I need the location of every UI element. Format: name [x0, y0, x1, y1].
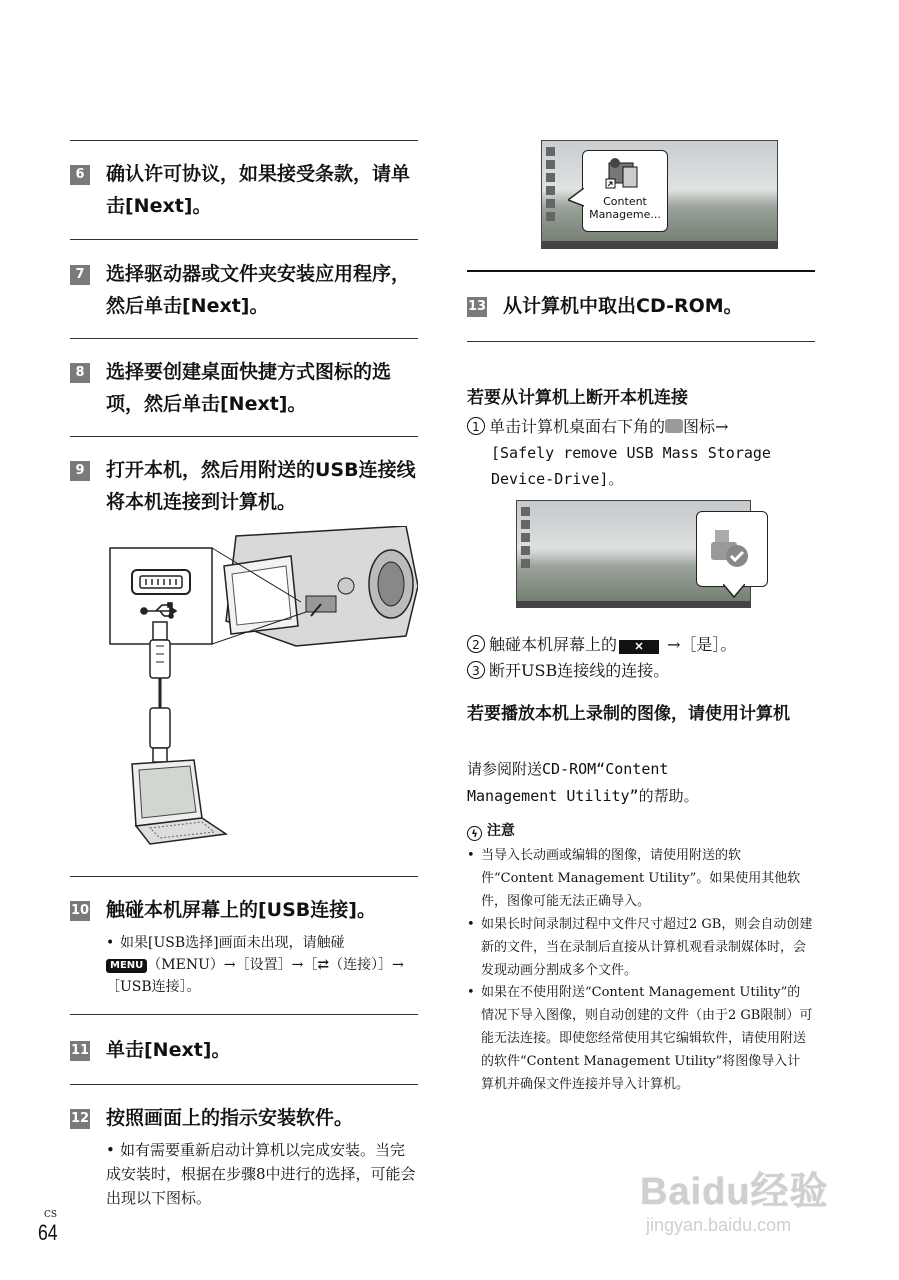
note-item: • 如果在不使用附送“Content Management Utility”的情况下导入图像，则自动创建的文件（由于2 GB限制）可能无法连接。即使您经常使用其它编辑软件，请使用附送的软件“Content Management Utility”将图像导入计算机并确保文件连接并导入计算机。: [467, 982, 813, 1097]
note-text: （连接）］→［USB连接］。: [106, 957, 404, 995]
step-number: 13: [467, 297, 487, 317]
item-text: 单击计算机桌面右下角的: [489, 417, 666, 436]
step-number: 12: [70, 1109, 90, 1129]
step-number: 7: [70, 265, 90, 285]
language-code: CS: [44, 1210, 58, 1220]
item-text: [Safely remove USB Mass Storage Device-Drive]。: [491, 444, 771, 488]
desktop-icons: [521, 505, 535, 595]
notes-list: [467, 845, 813, 1097]
item-text: →［是］。: [667, 635, 737, 654]
step-text: 从计算机中取出CD-ROM。: [503, 295, 743, 317]
divider: [70, 1084, 418, 1085]
note-text: 如有需要重新启动计算机以完成安装。当完成安装时，根据在步骤8中进行的选择，可能会出现以下图标。: [106, 1141, 416, 1207]
close-icon: ✕: [619, 640, 659, 654]
disconnect-item-2: [467, 632, 812, 658]
divider: [70, 436, 418, 437]
divider: [70, 140, 418, 141]
step-9: [70, 454, 420, 518]
baidu-watermark: [640, 1160, 860, 1236]
watermark-brand: Baidu经验: [640, 1171, 829, 1213]
step-text: 选择要创建桌面快捷方式图标的选项，然后单击[Next]。: [106, 361, 392, 415]
usb-cable: [150, 622, 170, 762]
step-number: 9: [70, 461, 90, 481]
disconnect-heading: 若要从计算机上断开本机连接: [467, 388, 688, 408]
camcorder-illustration: [222, 526, 418, 646]
safely-remove-hardware-icon: [665, 419, 683, 433]
disconnect-item-1: [467, 414, 812, 492]
note-text: 如果长时间录制过程中文件尺寸超过2 GB，则会自动创建新的文件，当在录制后直接从计算机观看录制媒体时，会发现动画分割成多个文件。: [481, 916, 813, 978]
watermark-url: jingyan.baidu.com: [646, 1215, 792, 1235]
tray-icon-callout: [696, 511, 768, 587]
circled-number: 2: [467, 635, 485, 653]
note-item: • 如果长时间录制过程中文件尺寸超过2 GB，则会自动创建新的文件，当在录制后直接从计算机观看录制媒体时，会发现动画分割成多个文件。: [467, 914, 813, 983]
step-8: [70, 356, 420, 420]
note-text: 如果在不使用附送“Content Management Utility”的情况下导入图像，则自动创建的文件（由于2 GB限制）可能无法连接。即使您经常使用其它编辑软件，请使用附送的软件“Content Management Utility”将图像导入计算机并确保文件连接并导入计算机。: [481, 985, 813, 1093]
note-item: • 当导入长动画或编辑的图像，请使用附送的软件“Content Management Utility”。如果使用其他软件，图像可能无法正确导入。: [467, 845, 813, 914]
divider: [70, 338, 418, 339]
laptop-illustration: [132, 760, 226, 844]
step-text: 确认许可协议，如果接受条款，请单击[Next]。: [106, 163, 411, 217]
menu-badge: MENU: [106, 959, 147, 973]
playback-heading: 若要播放本机上录制的图像，请使用计算机: [467, 704, 790, 724]
disconnect-item-3: [467, 658, 812, 684]
connection-swap-icon: ⇄: [317, 957, 330, 973]
step-11: [70, 1034, 420, 1066]
notes-title-text: 注意: [486, 823, 515, 839]
step-text: 选择驱动器或文件夹安装应用程序，然后单击[Next]。: [106, 263, 411, 317]
circled-number: 1: [467, 417, 485, 435]
callout-pointer: [723, 584, 745, 598]
step-text: 单击[Next]。: [106, 1039, 231, 1061]
divider: [70, 876, 418, 877]
icon-label: [583, 195, 667, 221]
step-10: [70, 894, 420, 926]
note-text: 如果[USB选择]画面未出现，请触碰: [120, 935, 345, 951]
circled-number: 3: [467, 661, 485, 679]
note-text: 当导入长动画或编辑的图像，请使用附送的软件“Content Management Utility”。如果使用其他软件，图像可能无法正确导入。: [481, 848, 801, 909]
safely-remove-hardware-icon: [709, 526, 753, 570]
step-12-note: • 如有需要重新启动计算机以完成安装。当完成安装时，根据在步骤8中进行的选择，可能会出现以下图标。: [106, 1141, 416, 1207]
divider: [467, 270, 815, 272]
step-text: 打开本机，然后用附送的USB连接线将本机连接到计算机。: [106, 459, 416, 513]
icon-label-line: Content: [603, 195, 647, 208]
step-number: 10: [70, 901, 90, 921]
icon-label-line: Manageme...: [589, 208, 661, 221]
taskbar: [542, 241, 777, 248]
step-13: [467, 290, 817, 322]
caution-icon: ϟ: [467, 826, 482, 841]
divider: [70, 239, 418, 240]
usb-connection-illustration: [106, 526, 418, 846]
divider: [70, 1014, 418, 1015]
page-number: 64: [38, 1220, 58, 1245]
step-number: 11: [70, 1041, 90, 1061]
step-text: 触碰本机屏幕上的[USB连接]。: [106, 899, 376, 921]
content-management-utility-icon: [605, 155, 641, 191]
step-12: [70, 1102, 420, 1134]
item-text: 断开USB连接线的连接。: [489, 661, 670, 680]
step-number: 8: [70, 363, 90, 383]
step-6: [70, 158, 420, 222]
desktop-icons: [546, 145, 560, 235]
step-7: [70, 258, 420, 322]
notes-title: [467, 820, 515, 842]
divider: [467, 341, 815, 342]
playback-body: 请参阅附送CD-ROM“Content Management Utility”的帮助。: [467, 760, 699, 805]
callout-pointer: [568, 188, 584, 208]
step-text: 按照画面上的指示安装软件。: [106, 1107, 354, 1129]
taskbar: [517, 601, 750, 607]
icon-callout: [582, 150, 668, 232]
step-number: 6: [70, 165, 90, 185]
step-10-note: • 如果[USB选择]画面未出现，请触碰 MENU （MENU）→［设置］→［⇄（连接）］→［USB连接］。: [106, 935, 404, 995]
item-text: 触碰本机屏幕上的: [489, 635, 618, 654]
note-text: （MENU）→［设置］→［: [147, 957, 318, 973]
item-text: 图标→: [683, 417, 729, 436]
